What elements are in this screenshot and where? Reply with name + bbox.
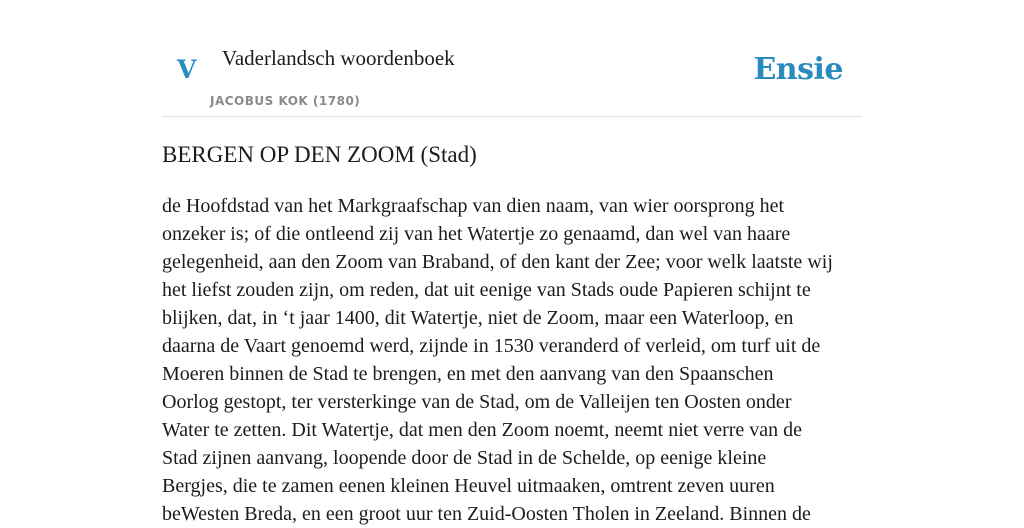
entry-title: BERGEN OP DEN ZOOM (Stad) [162,142,477,167]
book-title[interactable]: Vaderlandsch woordenboek [222,46,455,70]
entry-line: Bergjes, die te zamen eenen kleinen Heuvel uitmaaken, omtrent zeven uuren [162,475,775,497]
entry-line: daarna de Vaart genoemd werd, zijnde in 1530 veranderd of verleid, om turf uit de [162,335,821,357]
entry-line: onzeker is; of die ontleend zij van het Watertje zo genaamd, dan wel van haare [162,223,791,245]
entry-line: het liefst zouden zijn, om reden, dat uit eenige van Stads oude Papieren schijnt te [162,279,811,301]
entry-line: gelegenheid, aan den Zoom van Braband, of den kant der Zee; voor welk laatste wij [162,251,833,273]
entry-line: blijken, dat, in ‘t jaar 1400, dit Watertje, niet de Zoom, maar een Waterloop, en [162,307,794,329]
entry-line: de Hoofdstad van het Markgraafschap van dien naam, van wier oorsprong het [162,195,785,217]
entry-body [162,192,862,528]
entry-line: Oorlog gestopt, ter versterkinge van de Stad, om de Valleijen ten Oosten onder [162,391,792,413]
entry-line: Stad zijnen aanvang, loopende door de Stad in de Schelde, op eenige kleine [162,447,767,469]
entry-line: Water te zetten. Dit Watertje, dat men den Zoom noemt, neemt niet verre van de [162,419,803,441]
book-author: JACOBUS KOK (1780) [210,94,361,108]
brand-logo[interactable]: Ensie [753,52,843,87]
book-header [162,0,862,117]
book-letter-icon[interactable]: V [177,55,197,84]
entry-line: beWesten Breda, en een groot uur ten Zuid-Oosten Tholen in Zeeland. Binnen de [162,503,811,525]
entry-line: Moeren binnen de Stad te brengen, en met den aanvang van den Spaanschen [162,363,774,385]
